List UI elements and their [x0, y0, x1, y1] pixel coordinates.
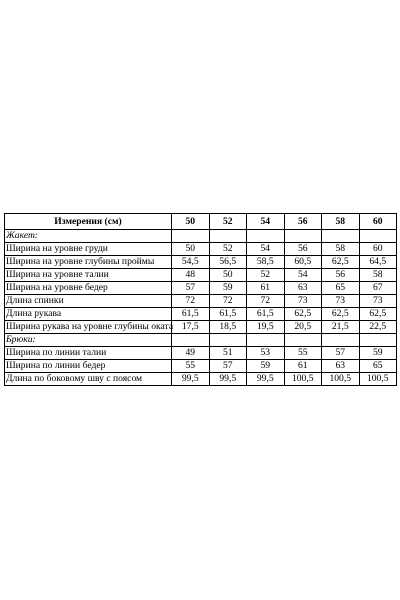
table-row	[5, 360, 397, 373]
empty-cell	[247, 230, 285, 243]
size-value: 100,5	[284, 373, 322, 386]
empty-cell	[209, 230, 247, 243]
size-value: 50	[209, 269, 247, 282]
size-value: 61	[247, 282, 285, 295]
size-value: 57	[322, 347, 360, 360]
size-value: 59	[209, 282, 247, 295]
size-value: 60	[359, 243, 397, 256]
size-value: 52	[247, 269, 285, 282]
header-measurements-cell: Измерения (см)	[5, 214, 172, 230]
empty-cell	[284, 230, 322, 243]
empty-cell	[284, 334, 322, 347]
size-value: 20,5	[284, 321, 322, 334]
size-value: 51	[209, 347, 247, 360]
size-value: 63	[284, 282, 322, 295]
size-value: 56	[322, 269, 360, 282]
size-value: 55	[172, 360, 210, 373]
size-value: 100,5	[322, 373, 360, 386]
size-value: 57	[209, 360, 247, 373]
row-label: Ширина на уровне бедер	[5, 282, 172, 295]
row-label: Длина по боковому шву с поясом	[5, 373, 172, 386]
empty-cell	[172, 230, 210, 243]
size-value: 52	[209, 243, 247, 256]
size-chart-table	[4, 213, 397, 386]
table-row	[5, 282, 397, 295]
size-value: 54	[284, 269, 322, 282]
size-value: 22,5	[359, 321, 397, 334]
size-value: 72	[172, 295, 210, 308]
header-size-cell: 58	[322, 214, 360, 230]
size-value: 63	[322, 360, 360, 373]
table-row	[5, 269, 397, 282]
row-label: Ширина на уровне глубины проймы	[5, 256, 172, 269]
size-value: 73	[284, 295, 322, 308]
size-value: 53	[247, 347, 285, 360]
row-label: Ширина рукава на уровне глубины оката	[6, 321, 174, 332]
size-value: 73	[359, 295, 397, 308]
table-row	[5, 321, 397, 334]
table-row	[5, 256, 397, 269]
size-value: 18,5	[209, 321, 247, 334]
size-value: 100,5	[359, 373, 397, 386]
table-header	[5, 214, 397, 230]
size-value: 58	[359, 269, 397, 282]
row-label: Ширина по линии талии	[5, 347, 172, 360]
size-value: 61,5	[209, 308, 247, 321]
header-size-cell: 54	[247, 214, 285, 230]
table-row	[5, 308, 397, 321]
table-body	[5, 230, 397, 386]
size-value: 56,5	[209, 256, 247, 269]
size-value: 64,5	[359, 256, 397, 269]
size-value: 67	[359, 282, 397, 295]
size-value: 72	[209, 295, 247, 308]
section-row	[5, 230, 397, 243]
section-label: Жакет:	[5, 230, 172, 243]
row-label: Ширина по линии бедер	[5, 360, 172, 373]
row-label: Длина рукава	[5, 308, 172, 321]
empty-cell	[359, 334, 397, 347]
row-label: Ширина на уровне талии	[5, 269, 172, 282]
row-label: Ширина на уровне груди	[5, 243, 172, 256]
empty-cell	[209, 334, 247, 347]
size-value: 73	[322, 295, 360, 308]
size-value: 99,5	[209, 373, 247, 386]
size-value: 99,5	[172, 373, 210, 386]
size-value: 54	[247, 243, 285, 256]
size-value: 58	[322, 243, 360, 256]
size-value: 50	[172, 243, 210, 256]
size-value: 21,5	[322, 321, 360, 334]
row-label: Длина спинки	[5, 295, 172, 308]
size-value: 59	[359, 347, 397, 360]
size-value: 17,5	[172, 321, 210, 334]
size-value: 72	[247, 295, 285, 308]
empty-cell	[359, 230, 397, 243]
size-value: 61,5	[247, 308, 285, 321]
empty-cell	[172, 334, 210, 347]
size-value: 57	[172, 282, 210, 295]
size-value: 61	[284, 360, 322, 373]
size-value: 62,5	[322, 308, 360, 321]
size-value: 49	[172, 347, 210, 360]
size-value: 61,5	[172, 308, 210, 321]
size-value: 59	[247, 360, 285, 373]
header-size-cell: 60	[359, 214, 397, 230]
empty-cell	[247, 334, 285, 347]
size-value: 19,5	[247, 321, 285, 334]
size-value: 65	[359, 360, 397, 373]
header-size-cell: 50	[172, 214, 210, 230]
table-header-row	[5, 214, 397, 230]
size-value: 60,5	[284, 256, 322, 269]
section-label: Брюки:	[5, 334, 172, 347]
header-size-cell: 56	[284, 214, 322, 230]
table-row	[5, 243, 397, 256]
section-row	[5, 334, 397, 347]
size-value: 55	[284, 347, 322, 360]
empty-cell	[322, 230, 360, 243]
size-value: 54,5	[172, 256, 210, 269]
size-value: 65	[322, 282, 360, 295]
size-value: 62,5	[359, 308, 397, 321]
size-value: 99,5	[247, 373, 285, 386]
size-value: 62,5	[284, 308, 322, 321]
table-row	[5, 347, 397, 360]
header-size-cell: 52	[209, 214, 247, 230]
size-value: 56	[284, 243, 322, 256]
size-value: 62,5	[322, 256, 360, 269]
table-row	[5, 373, 397, 386]
empty-cell	[322, 334, 360, 347]
size-value: 48	[172, 269, 210, 282]
table-row	[5, 295, 397, 308]
size-value: 58,5	[247, 256, 285, 269]
